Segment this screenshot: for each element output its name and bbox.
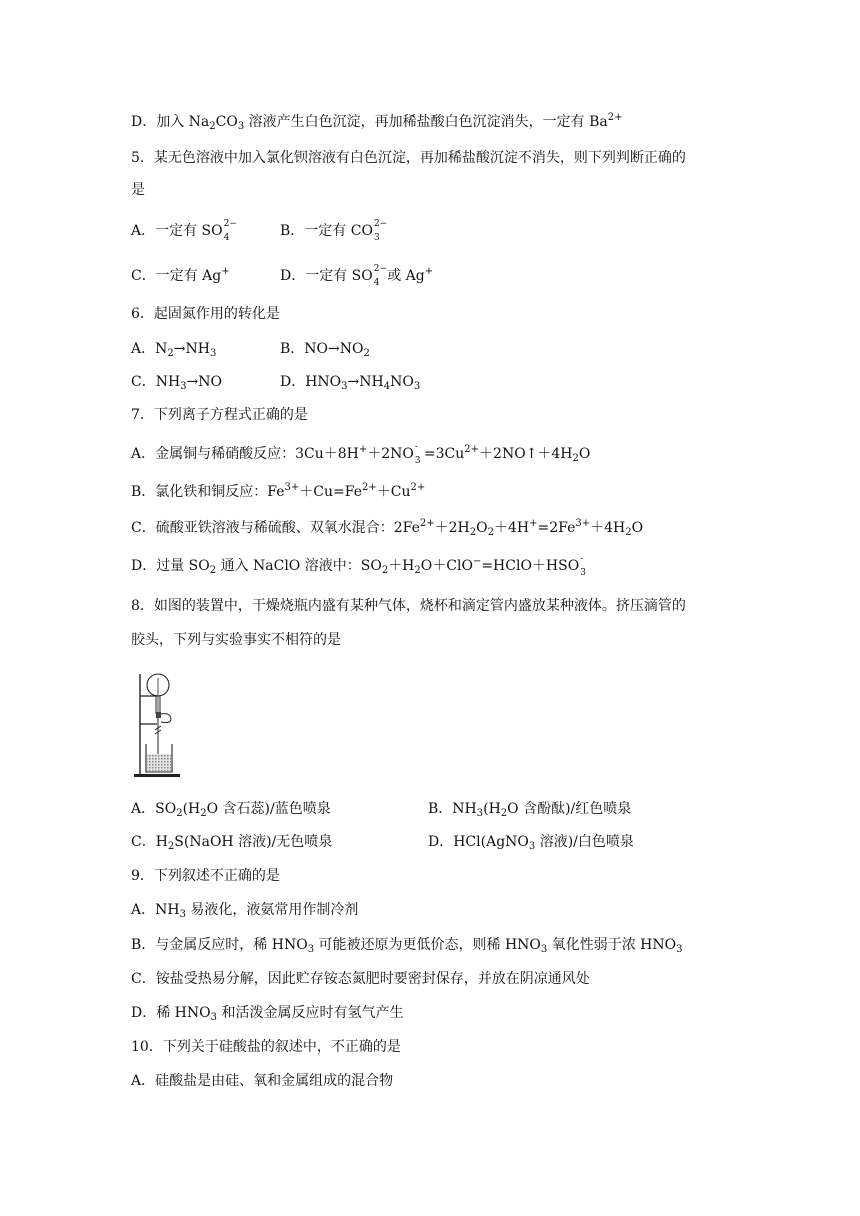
q8-option-a: A．$SO_2(H_2O$ 含石蕊)/蓝色喷泉 <box>131 801 331 819</box>
q5-option-c: C．一定有 Ag+ <box>131 266 230 284</box>
q8-option-c: C．$H_2S(NaOH$ 溶液)/无色喷泉 <box>131 834 333 852</box>
q10-option-a: A．硅酸盐是由硅、氧和金属组成的混合物 <box>131 1073 394 1089</box>
q6-stem: 6．起固氮作用的转化是 <box>131 306 280 322</box>
q5-stem: 5．某无色溶液中加入氯化钡溶液有白色沉淀，再加稀盐酸沉淀不消失，则下列判断正确的 <box>131 150 686 166</box>
q6-option-a: A．$N_2\to NH_3$ <box>131 341 217 359</box>
q7-option-b: B．氯化铁和铜反应：$Fe^{3+}+Cu=Fe^{2+}+Cu^{2+}$ <box>131 482 426 500</box>
q6-option-b: B．$NO\to NO_2$ <box>280 341 370 359</box>
q9-option-c: C．铵盐受热易分解，因此贮存铵态氮肥时要密封保存，并放在阴凉通风处 <box>131 971 590 987</box>
q7-option-d: D．过量 $SO_2$ 通入 NaClO 溶液中：$SO_2+H_2O+ClO^-=HClO+HSO$ - 3 <box>131 554 586 578</box>
q9-option-b: B．与金属反应时，稀 $HNO_3$ 可能被还原为更低价态，则稀 $HNO_3$ 氧化性弱于浓 $HNO_3$ <box>131 937 683 955</box>
fountain-apparatus-figure <box>131 668 183 780</box>
q8-option-b: B．$NH_3(H_2O$ 含酚酞)/红色喷泉 <box>428 801 632 819</box>
q5-option-b: B．一定有 CO 2− 3 <box>280 219 388 243</box>
stopper <box>156 712 161 718</box>
q5-option-d: D．一定有 SO 2− 4 或 Ag+ <box>280 264 434 288</box>
q7-option-c: C．硫酸亚铁溶液与稀硫酸、双氧水混合：$2Fe^{2+}+2H_2O_2+4H^+=2Fe^{3+}+4H_2O$ <box>131 518 644 538</box>
q4-option-d: D．加入 $Na_2CO_3$ 溶液产生白色沉淀，再加稀盐酸白色沉淀消失，一定有 $Ba^{2+}$ <box>131 112 623 132</box>
q6-option-d: D．$HNO_3\to NH_4NO_3$ <box>280 374 421 392</box>
q8-stem: 8．如图的装置中，干燥烧瓶内盛有某种气体，烧杯和滴定管内盛放某种液体。挤压滴管的 <box>131 598 686 614</box>
q7-option-a: A．金属铜与稀硝酸反应：3Cu＋8H+＋2NO - 3 $=3Cu^{2+}+2NO↑+4H_2O$ <box>131 442 591 466</box>
q8-stem-cont: 胶头，下列与实验事实不相符的是 <box>131 632 341 648</box>
q6-option-c: C．$NH_3\to NO$ <box>131 374 223 392</box>
q10-stem: 10．下列关于硅酸盐的叙述中，不正确的是 <box>131 1039 401 1055</box>
q5-stem-cont: 是 <box>131 182 145 198</box>
q5-option-a: A．一定有 SO 2− 4 <box>131 219 237 243</box>
q9-stem: 9．下列叙述不正确的是 <box>131 868 280 884</box>
liquid-texture <box>147 754 171 771</box>
q9-option-d: D．稀 $HNO_3$ 和活泼金属反应时有氢气产生 <box>131 1005 404 1023</box>
stand-base <box>134 774 180 777</box>
q7-stem: 7．下列离子方程式正确的是 <box>131 407 308 423</box>
q9-option-a: A．$NH_3$ 易液化，液氨常用作制冷剂 <box>131 902 359 920</box>
dropper-bulb <box>161 714 171 723</box>
q8-option-d: D．HCl(AgNO$_3$ 溶液)/白色喷泉 <box>428 834 634 852</box>
